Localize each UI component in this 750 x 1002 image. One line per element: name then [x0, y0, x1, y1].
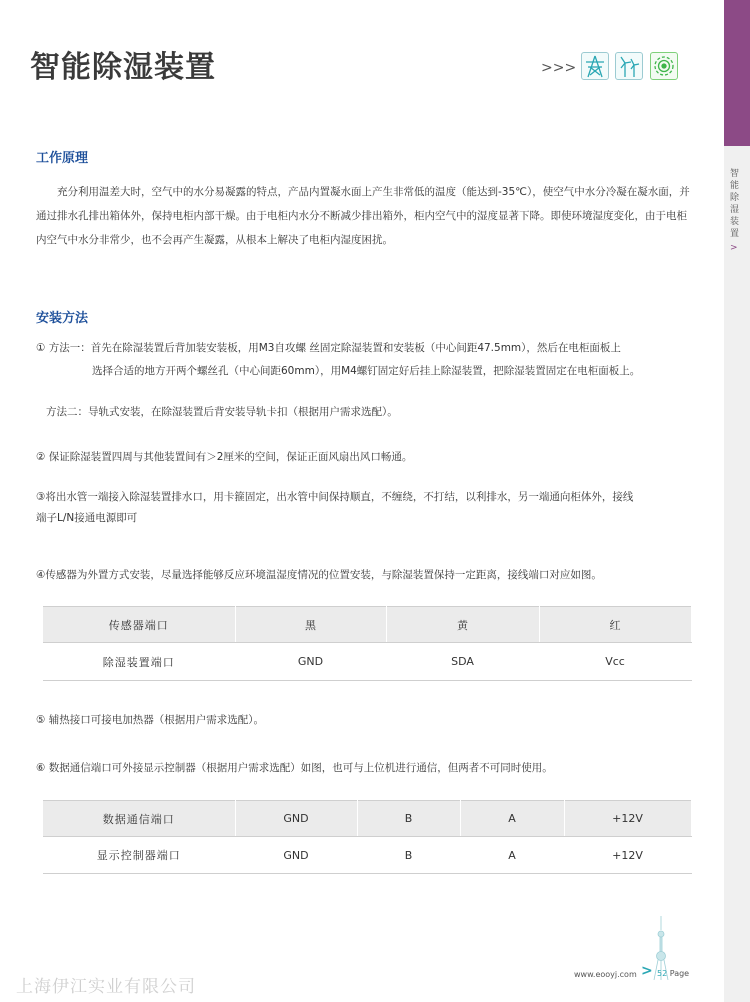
- page-number: 52: [657, 969, 668, 978]
- table-row: [43, 643, 691, 681]
- target-icon: [650, 52, 678, 80]
- step1-line2: 选择合适的地方开两个螺丝孔（中心间距60mm），用M4螺钉固定好后挂上除湿装置，把除湿装置固定在电柜面板上。: [92, 365, 641, 377]
- table-cell: 黑: [235, 607, 386, 643]
- table-cell: 除湿装置端口: [43, 643, 235, 681]
- table-cell: 黄: [386, 607, 539, 643]
- side-label-text: 智能除湿装置: [730, 169, 740, 239]
- sensor-port-table: [43, 606, 692, 681]
- step4-text: ④传感器为外置方式安装，尽量选择能够反应环境温湿度情况的位置安装，与除湿装置保持一定距离，接线端口对应如图。: [36, 569, 602, 581]
- table-cell: 传感器端口: [43, 607, 235, 643]
- step3-line2: 端子L/N接通电源即可: [36, 512, 138, 524]
- section-title-installation: 安装方法: [36, 311, 89, 326]
- page-indicator: [657, 969, 689, 978]
- chevron-decoration: >>>: [541, 60, 577, 76]
- table-cell: GND: [235, 643, 386, 681]
- table-cell: GND: [235, 837, 357, 874]
- side-strip: [724, 0, 750, 1002]
- table-cell: A: [460, 837, 564, 874]
- page-label: Page: [669, 969, 690, 978]
- table-cell: 红: [539, 607, 691, 643]
- table-cell: Vcc: [539, 643, 691, 681]
- table-cell: GND: [235, 801, 357, 837]
- side-arrow-icon: >: [730, 243, 738, 253]
- table-row: [43, 801, 691, 837]
- step3-line1: ③将出水管一端接入除湿装置排水口，用卡箍固定，出水管中间保持顺直，不缠绕，不打结，以利排水，另一端通向柜体外，接线: [36, 491, 634, 503]
- method2-text: 方法二：导轨式安装，在除湿装置后背安装导轨卡扣（根据用户需求选配）。: [46, 406, 398, 418]
- step6-text: ⑥ 数据通信端口可外接显示控制器（根据用户需求选配）如图，也可与上位机进行通信，但两者不可同时使用。: [36, 762, 553, 774]
- comm-port-table: [43, 800, 692, 874]
- step2-text: ② 保证除湿装置四周与其他装置间有＞2厘米的空间，保证正面风扇出风口畅通。: [36, 451, 413, 463]
- table-cell: SDA: [386, 643, 539, 681]
- table-row: [43, 837, 691, 874]
- principle-paragraph: 充分利用温差大时，空气中的水分易凝露的特点，产品内置凝水面上产生非常低的温度（能达到-35℃），使空气中水分冷凝在凝水面，并通过排水孔排出箱体外，保持电柜内部干燥。由于电柜内水分不断减少排出箱外，柜内空气中的湿度显著下降。即使环境湿度变化，由于电柜内空气中水分非常少，也不会再产生凝露，从根本上解决了电柜内湿度困扰。: [36, 186, 690, 246]
- table-cell: +12V: [564, 837, 691, 874]
- table-cell: 数据通信端口: [43, 801, 235, 837]
- side-label: [730, 168, 742, 254]
- table-cell: +12V: [564, 801, 691, 837]
- footer-url-link[interactable]: www.eooyj.com: [574, 970, 637, 979]
- tower-icon: [581, 52, 609, 80]
- table-cell: B: [357, 837, 460, 874]
- step1-line1: ① 方法一：首先在除湿装置后背加装安装板，用M3自攻螺 丝固定除湿装置和安装板（中心间距47.5mm），然后在电柜面板上: [36, 342, 621, 354]
- side-accent-bar: [724, 0, 750, 146]
- company-name: 上海伊江实业有限公司: [16, 977, 196, 997]
- page-title: 智能除湿装置: [30, 50, 216, 85]
- table-cell: B: [357, 801, 460, 837]
- footer-arrow-icon: >: [641, 963, 653, 979]
- table-cell: 显示控制器端口: [43, 837, 235, 874]
- table-cell: A: [460, 801, 564, 837]
- wind-turbine-icon: [615, 52, 643, 80]
- step5-text: ⑤ 辅热接口可接电加热器（根据用户需求选配）。: [36, 714, 264, 726]
- table-row: [43, 607, 691, 643]
- section-title-principle: 工作原理: [36, 151, 89, 166]
